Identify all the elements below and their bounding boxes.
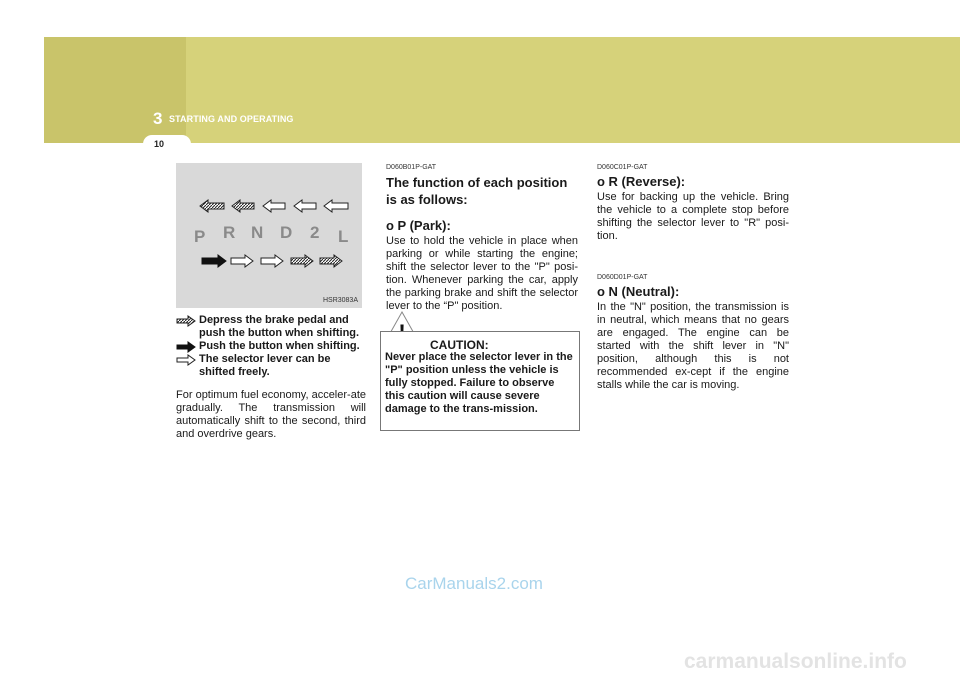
arrow-d-to-n-icon	[294, 200, 316, 212]
column-reverse	[597, 164, 789, 243]
gear-letter-p: P	[194, 227, 206, 246]
caution-box	[380, 331, 580, 431]
gear-letter-n: N	[251, 223, 264, 242]
legend-text: The selector lever can be shifted freely.	[199, 353, 331, 378]
caution-title: CAUTION:	[430, 338, 489, 352]
section-code: D060C01P-GAT	[597, 164, 648, 171]
header-band	[44, 37, 960, 143]
shift-pattern-figure	[176, 163, 362, 308]
arrow-r-to-n-icon	[231, 255, 253, 267]
gear-letter-r: R	[223, 223, 236, 242]
section-code: D060B01P-GAT	[386, 164, 437, 171]
section-title: The function of each position is as follows:	[386, 175, 568, 207]
chapter-title: STARTING AND OPERATING	[169, 114, 294, 124]
figure-caption: HSR3083A	[322, 297, 358, 304]
arrow-p-to-r-solid-icon	[202, 255, 226, 267]
neutral-body: In the "N" position, the transmission is in neutral, which means that no gears are engaged. The engine can be started with the shift lever in "N" position, although this is not recommended ex-cept if the engine stalls while the car is moving.	[597, 301, 789, 391]
park-body: Use to hold the vehicle in place when parking or while starting the engine; shift the selector lever to the "P" posi-tion. Whenever parking the car, apply the parking brake and shift the selector lever to the “P" position.	[386, 235, 578, 312]
outline-arrow-icon	[176, 354, 196, 366]
gear-letter-l: L	[338, 227, 349, 246]
arrow-2-to-d-icon	[324, 200, 348, 212]
arrow-n-to-d-icon	[261, 255, 283, 267]
arrow-r-to-p-icon	[232, 200, 254, 212]
shift-pattern-diagram	[176, 163, 362, 308]
page-number: 10	[154, 139, 165, 149]
column-neutral	[597, 274, 789, 392]
column-park	[386, 164, 578, 313]
watermark-carmanualsonline: carmanualsonline.info	[684, 650, 907, 673]
legend-item	[176, 340, 366, 353]
reverse-subtitle: o R (Reverse):	[597, 174, 686, 189]
park-subtitle: o P (Park):	[386, 218, 451, 233]
arrow-d-to-2-icon	[291, 255, 313, 267]
fuel-economy-paragraph: For optimum fuel economy, acceler-ate gradually. The transmission will automatically shift to the second, third and overdrive gears.	[176, 389, 366, 440]
caution-body: Never place the selector lever in the "P" position unless the vehicle is fully stopped. Failure to observe this caution will cause severe damage to the trans-mission.	[385, 351, 573, 415]
solid-arrow-icon	[176, 341, 196, 353]
neutral-subtitle: o N (Neutral):	[597, 284, 680, 299]
shift-legend	[176, 314, 366, 379]
outline-slant-arrow-icon	[176, 315, 196, 327]
arrow-n-to-r-icon	[263, 200, 285, 212]
watermark-carmanuals: CarManuals2.com	[405, 574, 543, 593]
arrow-2-to-l-icon	[320, 255, 342, 267]
legend-text: Depress the brake pedal and push the button when shifting.	[199, 314, 360, 339]
legend-text: Push the button when shifting.	[199, 340, 360, 352]
header-band-shade	[44, 37, 186, 143]
gear-letter-2: 2	[310, 223, 320, 242]
page-number-tab	[143, 135, 191, 153]
arrow-p-to-r-icon	[200, 200, 224, 212]
section-code: D060D01P-GAT	[597, 274, 648, 281]
gear-letter-d: D	[280, 223, 293, 242]
chapter-number: 3	[153, 109, 163, 128]
legend-item	[176, 314, 366, 340]
legend-item	[176, 353, 366, 379]
reverse-body: Use for backing up the vehicle. Bring the vehicle to a complete stop before shifting the selector lever to "R" posi-tion.	[597, 191, 789, 242]
